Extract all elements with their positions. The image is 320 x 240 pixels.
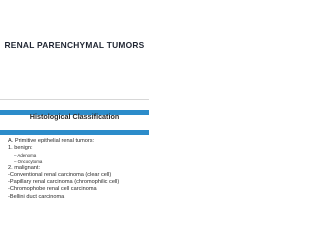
list-item: – Oncocytoma — [14, 158, 43, 164]
list-item: -Bellini duct carcinoma — [8, 193, 65, 198]
list-item: -Chromophobe renal cell carcinoma — [8, 186, 97, 193]
list-item: A. Primitive epithelial renal tumors: — [8, 138, 95, 144]
title-slide — [0, 0, 149, 99]
list-item: 1. benign: — [8, 145, 33, 152]
accent-bar-bottom — [0, 130, 149, 135]
list-item: -Papillary renal carcinoma (chromophilic cell) — [8, 179, 120, 186]
list-item: -Conventional renal carcinoma (clear cell) — [8, 171, 112, 178]
slide-heading: Histological Classification — [29, 112, 120, 121]
slide-title: RENAL PARENCHYMAL TUMORS — [4, 40, 145, 50]
classification-slide — [0, 99, 149, 198]
list-item: – Adenoma — [14, 152, 37, 158]
classification-list — [8, 138, 147, 198]
list-item: 2. malignant: — [8, 164, 41, 171]
